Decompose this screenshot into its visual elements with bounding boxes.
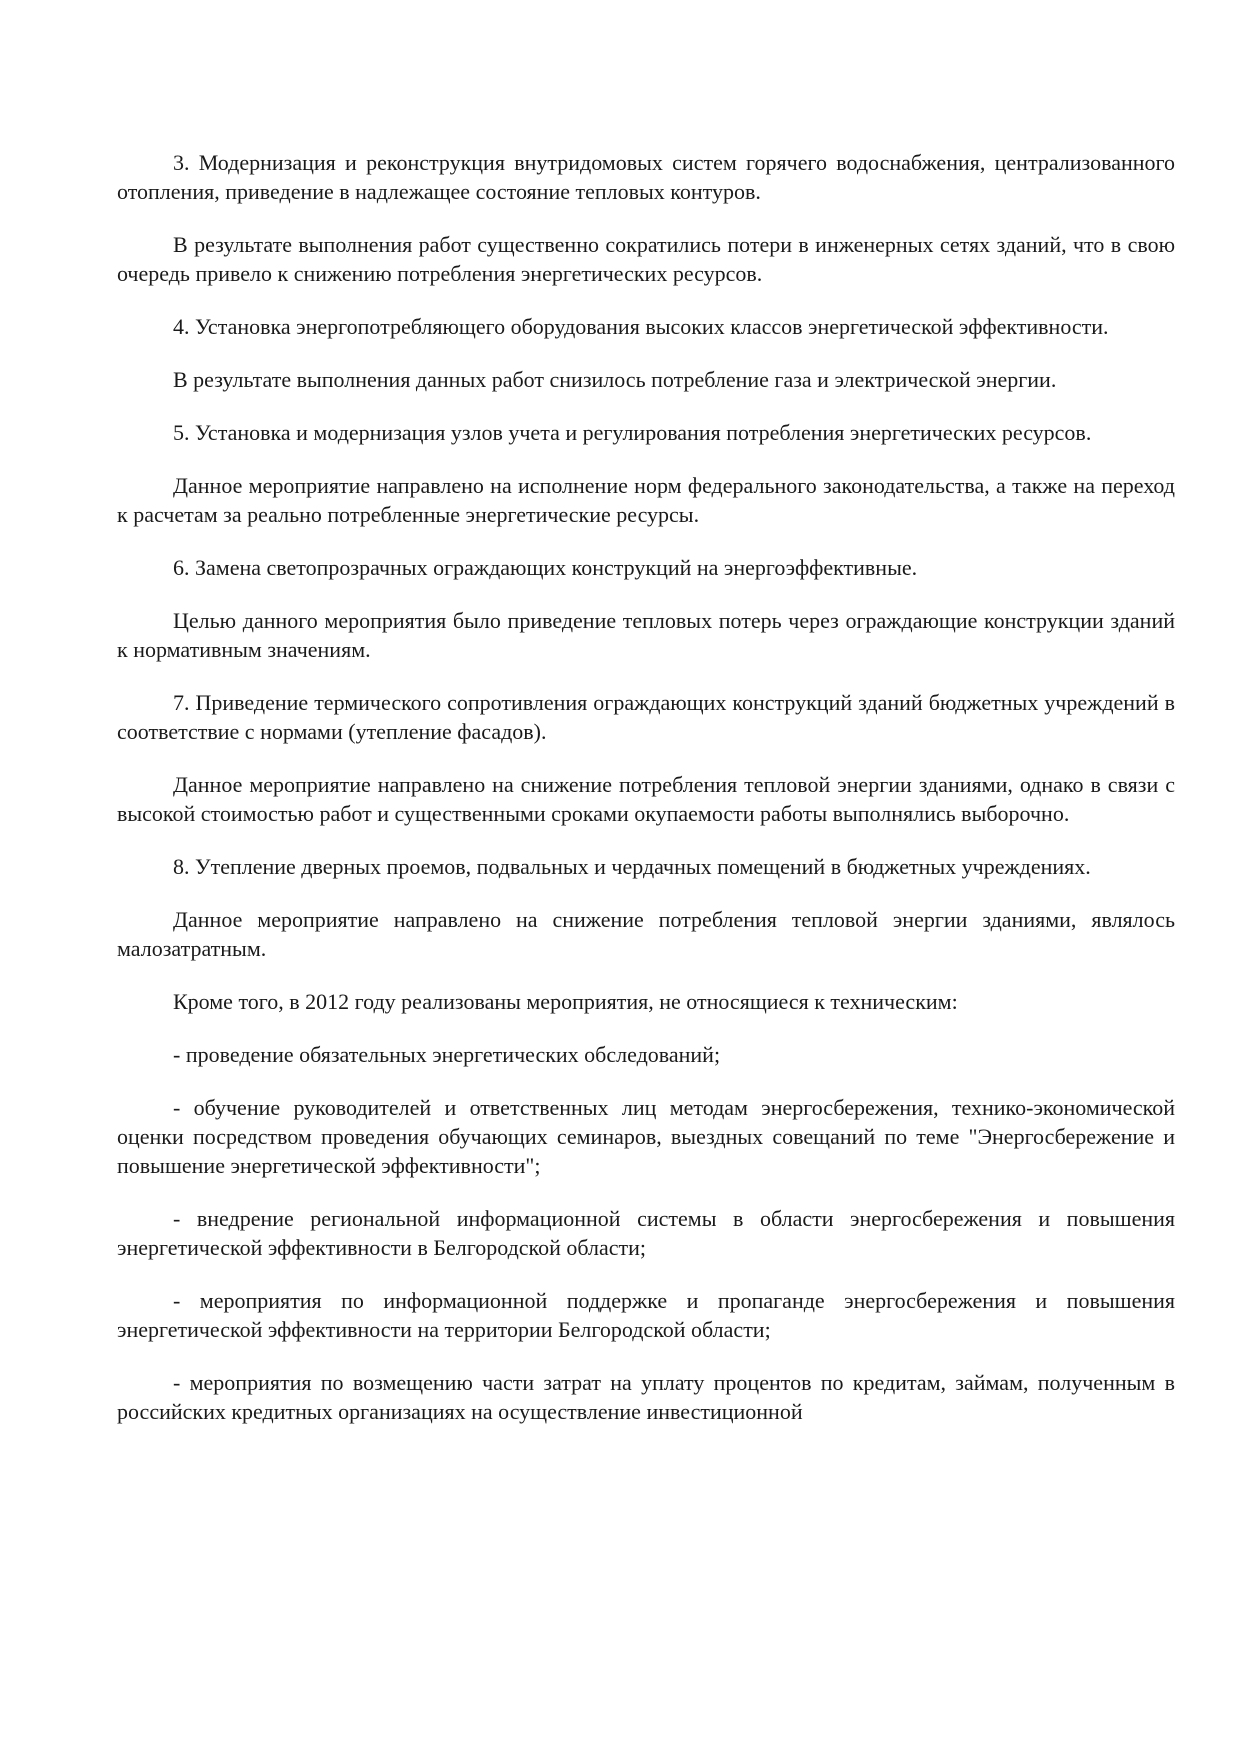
paragraph-item-8-insulation: 8. Утепление дверных проемов, подвальных и чердачных помещений в бюджетных учреждениях. <box>173 854 1091 879</box>
paragraph-result-networks: В результате выполнения работ существенно сократились потери в инженерных сетях зданий, что в свою очередь привело к снижению потребления энергетических ресурсов. <box>117 232 1175 286</box>
paragraph-item-3-modernization: 3. Модернизация и реконструкция внутридомовых систем горячего водоснабжения, централизованного отопления, приведение в надлежащее состояние тепловых контуров. <box>117 150 1175 204</box>
paragraph-facades-purpose: Данное мероприятие направлено на снижение потребления тепловой энергии зданиями, однако в связи с высокой стоимостью работ и существенными сроками окупаемости работы выполнялись выборочно. <box>117 772 1175 826</box>
paragraph-item-5-metering: 5. Установка и модернизация узлов учета и регулирования потребления энергетических ресурсов. <box>173 420 1092 445</box>
list-item-interest-compensation: - мероприятия по возмещению части затрат на уплату процентов по кредитам, займам, полученным в российских кредитных организациях на осуществление инвестиционной <box>117 1370 1175 1424</box>
paragraph-item-7-facades: 7. Приведение термического сопротивления ограждающих конструкций зданий бюджетных учреждений в соответствие с нормами (утепление фасадов). <box>117 690 1175 744</box>
paragraph-item-6-windows: 6. Замена светопрозрачных ограждающих конструкций на энергоэффективные. <box>173 555 918 580</box>
paragraph-metering-purpose: Данное мероприятие направлено на исполнение норм федерального законодательства, а также на переход к расчетам за реально потребленные энергетические ресурсы. <box>117 473 1175 527</box>
paragraph-non-technical-intro: Кроме того, в 2012 году реализованы мероприятия, не относящиеся к техническим: <box>173 989 958 1014</box>
paragraph-insulation-purpose: Данное мероприятие направлено на снижение потребления тепловой энергии зданиями, являлось малозатратным. <box>117 907 1175 961</box>
list-item-information-support: - мероприятия по информационной поддержке и пропаганде энергосбережения и повышения энергетической эффективности на территории Белгородской области; <box>117 1288 1175 1342</box>
paragraph-windows-purpose: Целью данного мероприятия было приведение тепловых потерь через ограждающие конструкции зданий к нормативным значениям. <box>117 608 1175 662</box>
list-item-training: - обучение руководителей и ответственных лиц методам энергосбережения, технико-экономической оценки посредством проведения обучающих семинаров, выездных совещаний по теме "Энергосбережение и повышение энергетической эффективности"; <box>117 1095 1175 1178</box>
list-item-information-system: - внедрение региональной информационной системы в области энергосбережения и повышения энергетической эффективности в Белгородской области; <box>117 1206 1175 1260</box>
list-item-energy-audits: - проведение обязательных энергетических обследований; <box>173 1042 721 1067</box>
paragraph-result-gas-electricity: В результате выполнения данных работ снизилось потребление газа и электрической энергии. <box>173 367 1057 392</box>
paragraph-item-4-equipment: 4. Установка энергопотребляющего оборудования высоких классов энергетической эффективности. <box>173 314 1109 339</box>
document-page <box>117 148 1175 1426</box>
